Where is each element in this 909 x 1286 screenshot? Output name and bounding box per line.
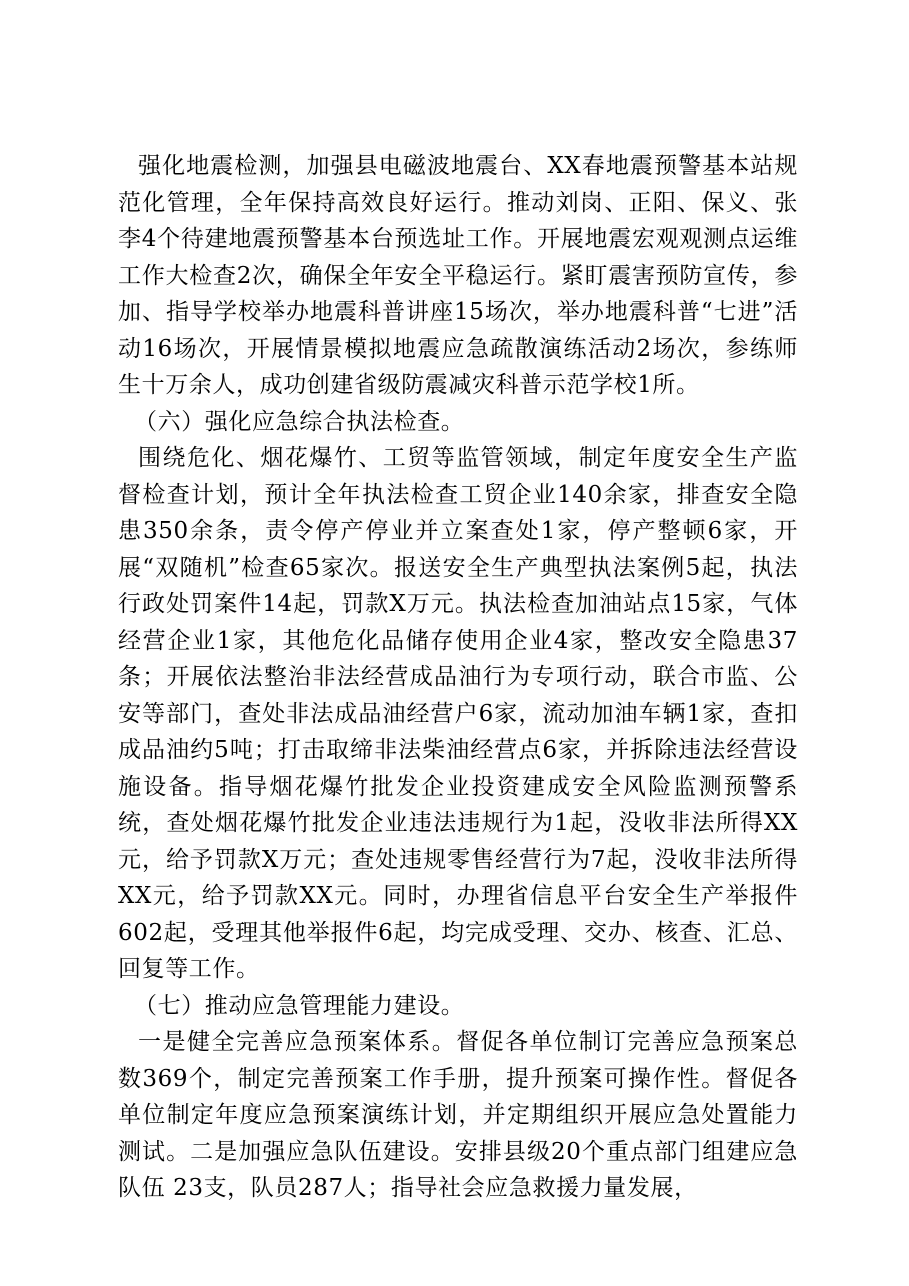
paragraph-capacity-building: 一是健全完善应急预案体系。督促各单位制订完善应急预案总数369个，制定完善预案工作手册，提升预案可操作性。督促各单位制定年度应急预案演练计划，并定期组织开展应急处置能力测试。二是加强应急队伍建设。安排县级20个重点部门组建应急队伍 23支，队员287人；指导社会应急救援力量发展， [118, 1029, 798, 1201]
section-heading-seven: （七）推动应急管理能力建设。 [134, 992, 465, 1019]
document-body [118, 148, 798, 1207]
paragraph-earthquake-monitoring: 强化地震检测，加强县电磁波地震台、XX春地震预警基本站规范化管理，全年保持高效良好运行。推动刘岗、正阳、保义、张李4个待建地震预警基本台预选址工作。开展地震宏观观测点运维工作大检查2次，确保全年安全平稳运行。紧盯震害预防宣传，参加、指导学校举办地震科普讲座15场次，举办地震科普“七进”活动16场次，开展情景模拟地震应急疏散演练活动2场次，参练师生十万余人，成功创建省级防震减灾科普示范学校1所。 [118, 153, 798, 398]
paragraph-law-enforcement: 围绕危化、烟花爆竹、工贸等监管领域，制定年度安全生产监督检查计划，预计全年执法检查工贸企业140余家，排查安全隐患350余条，责令停产停业并立案查处1家，停产整顿6家，开展“双随机”检查65家次。报送安全生产典型执法案例5起，执法行政处罚案件14起，罚款X万元。执法检查加油站点15家，气体经营企业1家，其他危化品储存使用企业4家，整改安全隐患37条；开展依法整治非法经营成品油行为专项行动，联合市监、公安等部门，查处非法成品油经营户6家，流动加油车辆1家，查扣成品油约5吨；打击取缔非法柴油经营点6家，并拆除违法经营设施设备。指导烟花爆竹批发企业投资建成安全风险监测预警系统，查处烟花爆竹批发企业违法违规行为1起，没收非法所得XX元，给予罚款X万元；查处违规零售经营行为7起，没收非法所得XX元，给予罚款XX元。同时，办理省信息平台安全生产举报件602起，受理其他举报件6起，均完成受理、交办、核查、汇总、回复等工作。 [118, 445, 798, 982]
section-heading-six: （六）强化应急综合执法检查。 [134, 408, 465, 435]
